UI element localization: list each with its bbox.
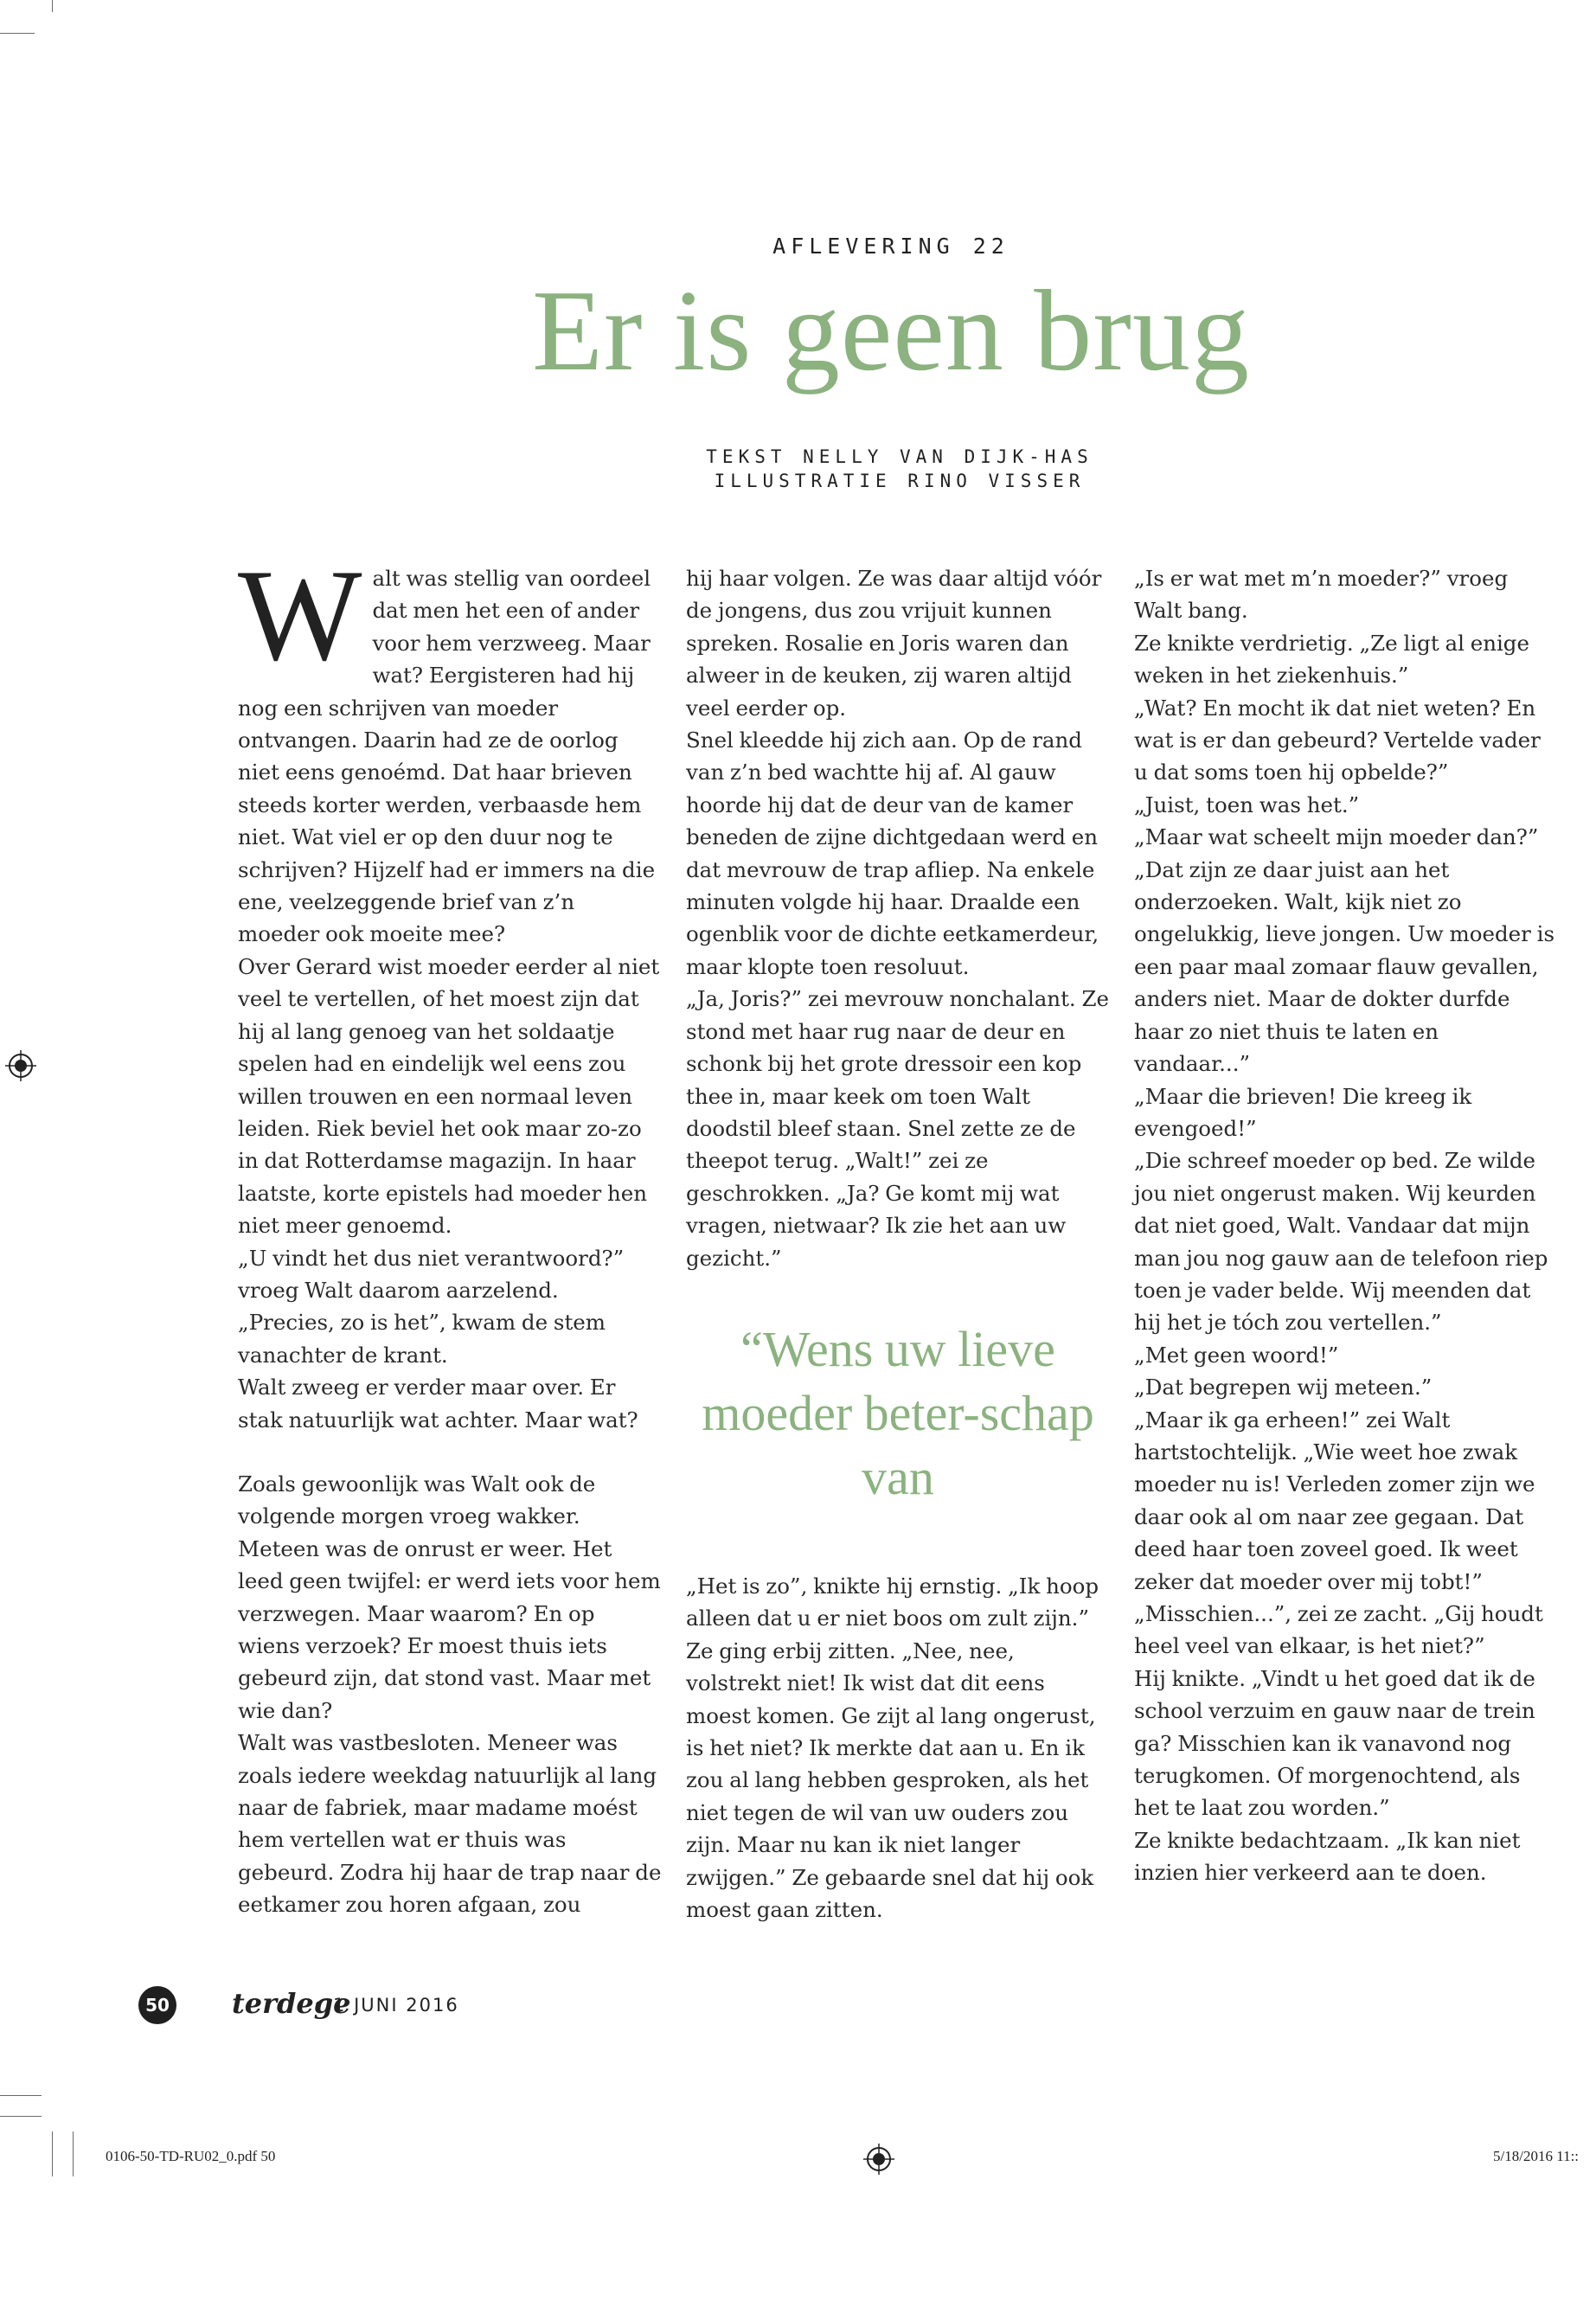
paragraph: Ze knikte verdrietig. „Ze ligt al enige weken in het ziekenhuis.”: [1134, 630, 1529, 689]
credit-illustrator: ILLUSTRATIE RINO VISSER: [714, 471, 1086, 491]
article-credits: [0, 445, 1596, 493]
paragraph: Snel kleedde hij zich aan. Op de rand van z’n bed wachtte hij af. Al gauw hoorde hij dat de deur van de kamer beneden de zijne dichtgedaan werd en dat mevrouw de trap afliep. Na enkele minuten volgde hij haar. Draalde een ogenblik voor de dichte eetkamerdeur, maar klopte toen resoluut.: [686, 727, 1099, 979]
paragraph: „Maar ik ga erheen!” zei Walt hartstochtelijk. „Wie weet hoe zwak moeder nu is! Verleden zomer zijn we daar ook al om naar zee gegaan. Dat deed haar toen zoveel goed. Ik weet zeker dat moeder over mij tobt!”: [1134, 1407, 1535, 1594]
paragraph: „Maar die brieven! Die kreeg ik evengoed!”: [1134, 1083, 1472, 1141]
paragraph: Over Gerard wist moeder eerder al niet veel te vertellen, of het moest zijn dat hij al lang genoeg van het soldaatje spelen had en eindelijk wel eens zou willen trouwen en een normaal leven leiden. Riek beviel het ook maar zo-zo in dat Rotterdamse magazijn. In haar laatste, korte epistels had moeder hen niet meer genoemd.: [238, 953, 660, 1239]
printer-slug-datetime: 5/18/2016 11::: [1493, 2148, 1580, 2164]
magazine-logo: terdege: [232, 1987, 351, 2020]
paragraph: hij haar volgen. Ze was daar altijd vóór de jongens, dus zou vrijuit kunnen spreken. Rosalie en Joris waren dan alweer in de keuken, zij waren altijd veel eerder op.: [686, 566, 1102, 721]
paragraph: Walt zweeg er verder maar over. Er stak natuurlijk wat achter. Maar wat?: [238, 1375, 638, 1433]
registration-mark-icon: [5, 1050, 36, 1081]
paragraph: Ze knikte bedachtzaam. „Ik kan niet inzien hier verkeerd aan te doen.: [1134, 1827, 1521, 1886]
paragraph: „Dat begrepen wij meteen.”: [1134, 1375, 1433, 1400]
paragraph: „Dat zijn ze daar juist aan het onderzoeken. Walt, kijk niet zo ongelukkig, lieve jongen. Uw moeder is een paar maal zomaar flauw gevallen, anders niet. Maar de dokter durfde haar zo niet thuis te laten en vandaar...”: [1134, 856, 1555, 1077]
paragraph: „Juist, toen was het.”: [1134, 792, 1360, 817]
paragraph: Hij knikte. „Vindt u het goed dat ik de school verzuim en gauw naar de trein ga? Misschien kan ik vanavond nog terugkomen. Of morgenochtend, als het te laat zou worden.”: [1134, 1665, 1535, 1821]
paragraph: „Die schreef moeder op bed. Ze wilde jou niet ongerust maken. Wij keurden dat niet goed, Walt. Vandaar dat mijn man jou nog gauw aan de telefoon riep toen je vader belde. Wij meenden dat hij het je tóch zou vertellen.”: [1134, 1148, 1548, 1336]
paragraph: Zoals gewoonlijk was Walt ook de volgende morgen vroeg wakker. Meteen was de onrust er weer. Het leed geen twijfel: er werd iets voor hem verzwegen. Maar waarom? En op wiens verzoek? Er moest thuis iets gebeurd zijn, dat stond vast. Maar met wie dan?: [238, 1471, 661, 1723]
drop-cap: W: [238, 542, 362, 688]
crop-mark: [0, 2116, 42, 2117]
paragraph: „Misschien...”, zei ze zacht. „Gij houdt heel veel van elkaar, is het niet?”: [1134, 1601, 1543, 1659]
paragraph: „U vindt het dus niet verantwoord?” vroeg Walt daarom aarzelend.: [238, 1245, 625, 1303]
crop-mark: [52, 0, 53, 12]
paragraph: „Met geen woord!”: [1134, 1342, 1339, 1368]
paragraph: „Precies, zo is het”, kwam de stem vanachter de krant.: [238, 1310, 606, 1368]
paragraph: Walt was vastbesloten. Meneer was zoals iedere weekdag natuurlijk al lang naar de fabriek, maar madame moést hem vertellen wat er thuis was gebeurd. Zodra hij haar de trap naar de eetkamer zou horen afgaan, zou: [238, 1730, 662, 1918]
article-title: Er is geen brug: [532, 266, 1250, 394]
crop-mark: [0, 33, 35, 34]
paragraph: Ze ging erbij zitten. „Nee, nee, volstrekt niet! Ik wist dat dit eens moest komen. Ge zijt al lang ongerust, is het niet? Ik merkte dat aan u. En ik zou al lang hebben gesproken, als het niet tegen de wil van uw ouders zou zijn. Maar nu kan ik niet langer zwijgen.” Ze gebaarde snel dat hij ook moest gaan zitten.: [686, 1638, 1096, 1922]
paragraph: Walt was stellig van oordeel dat men het een of ander voor hem verzweeg. Maar wat? Eergisteren had hij nog een schrijven van moeder ontvangen. Daarin had ze de oorlog niet eens genoémd. Dat haar brieven steeds korter werden, verbaasde hem niet. Wat viel er op den duur nog te schrijven? Hijzelf had er immers na die ene, veelzeggende brief van z’n moeder ook moeite mee?: [238, 542, 656, 947]
printer-slug-file: 0106-50-TD-RU02_0.pdf 50: [106, 2148, 276, 2164]
text-column-2: [686, 562, 1110, 1926]
paragraph: „Ja, Joris?” zei mevrouw nonchalant. Ze stond met haar rug naar de deur en schonk bij het grote dressoir een kop thee in, maar keek om toen Walt doodstil bleef staan. Snel zette ze de theepot terug. „Walt!” zei ze geschrokken. „Ja? Ge komt mij wat vragen, nietwaar? Ik zie het aan uw gezicht.”: [686, 986, 1110, 1271]
paragraph: „Het is zo”, knikte hij ernstig. „Ik hoop alleen dat u er niet boos om zult zijn.”: [686, 1573, 1099, 1631]
paragraph: „Is er wat met m’n moeder?” vroeg Walt bang.: [1134, 566, 1509, 624]
issue-date: • 1 JUNI 2016: [313, 1995, 459, 2016]
text-column-1: [238, 542, 662, 1921]
pull-quote: “Wens uw lieve moeder beter-schap van: [702, 1320, 1094, 1505]
text-column-3: [1134, 562, 1558, 1889]
paragraph: „Wat? En mocht ik dat niet weten? En wat is er dan gebeurd? Vertelde vader u dat soms toen hij opbelde?”: [1134, 695, 1541, 785]
paragraph: „Maar wat scheelt mijn moeder dan?”: [1134, 824, 1539, 850]
episode-kicker: AFLEVERING 22: [772, 234, 1010, 259]
crop-mark: [73, 2131, 74, 2176]
registration-mark-icon: [863, 2144, 894, 2175]
crop-mark: [0, 2095, 42, 2096]
credit-author: TEKST NELLY VAN DIJK-HAS: [706, 446, 1093, 467]
crop-mark: [52, 2131, 53, 2176]
page-number-badge: 50: [138, 1986, 176, 2024]
